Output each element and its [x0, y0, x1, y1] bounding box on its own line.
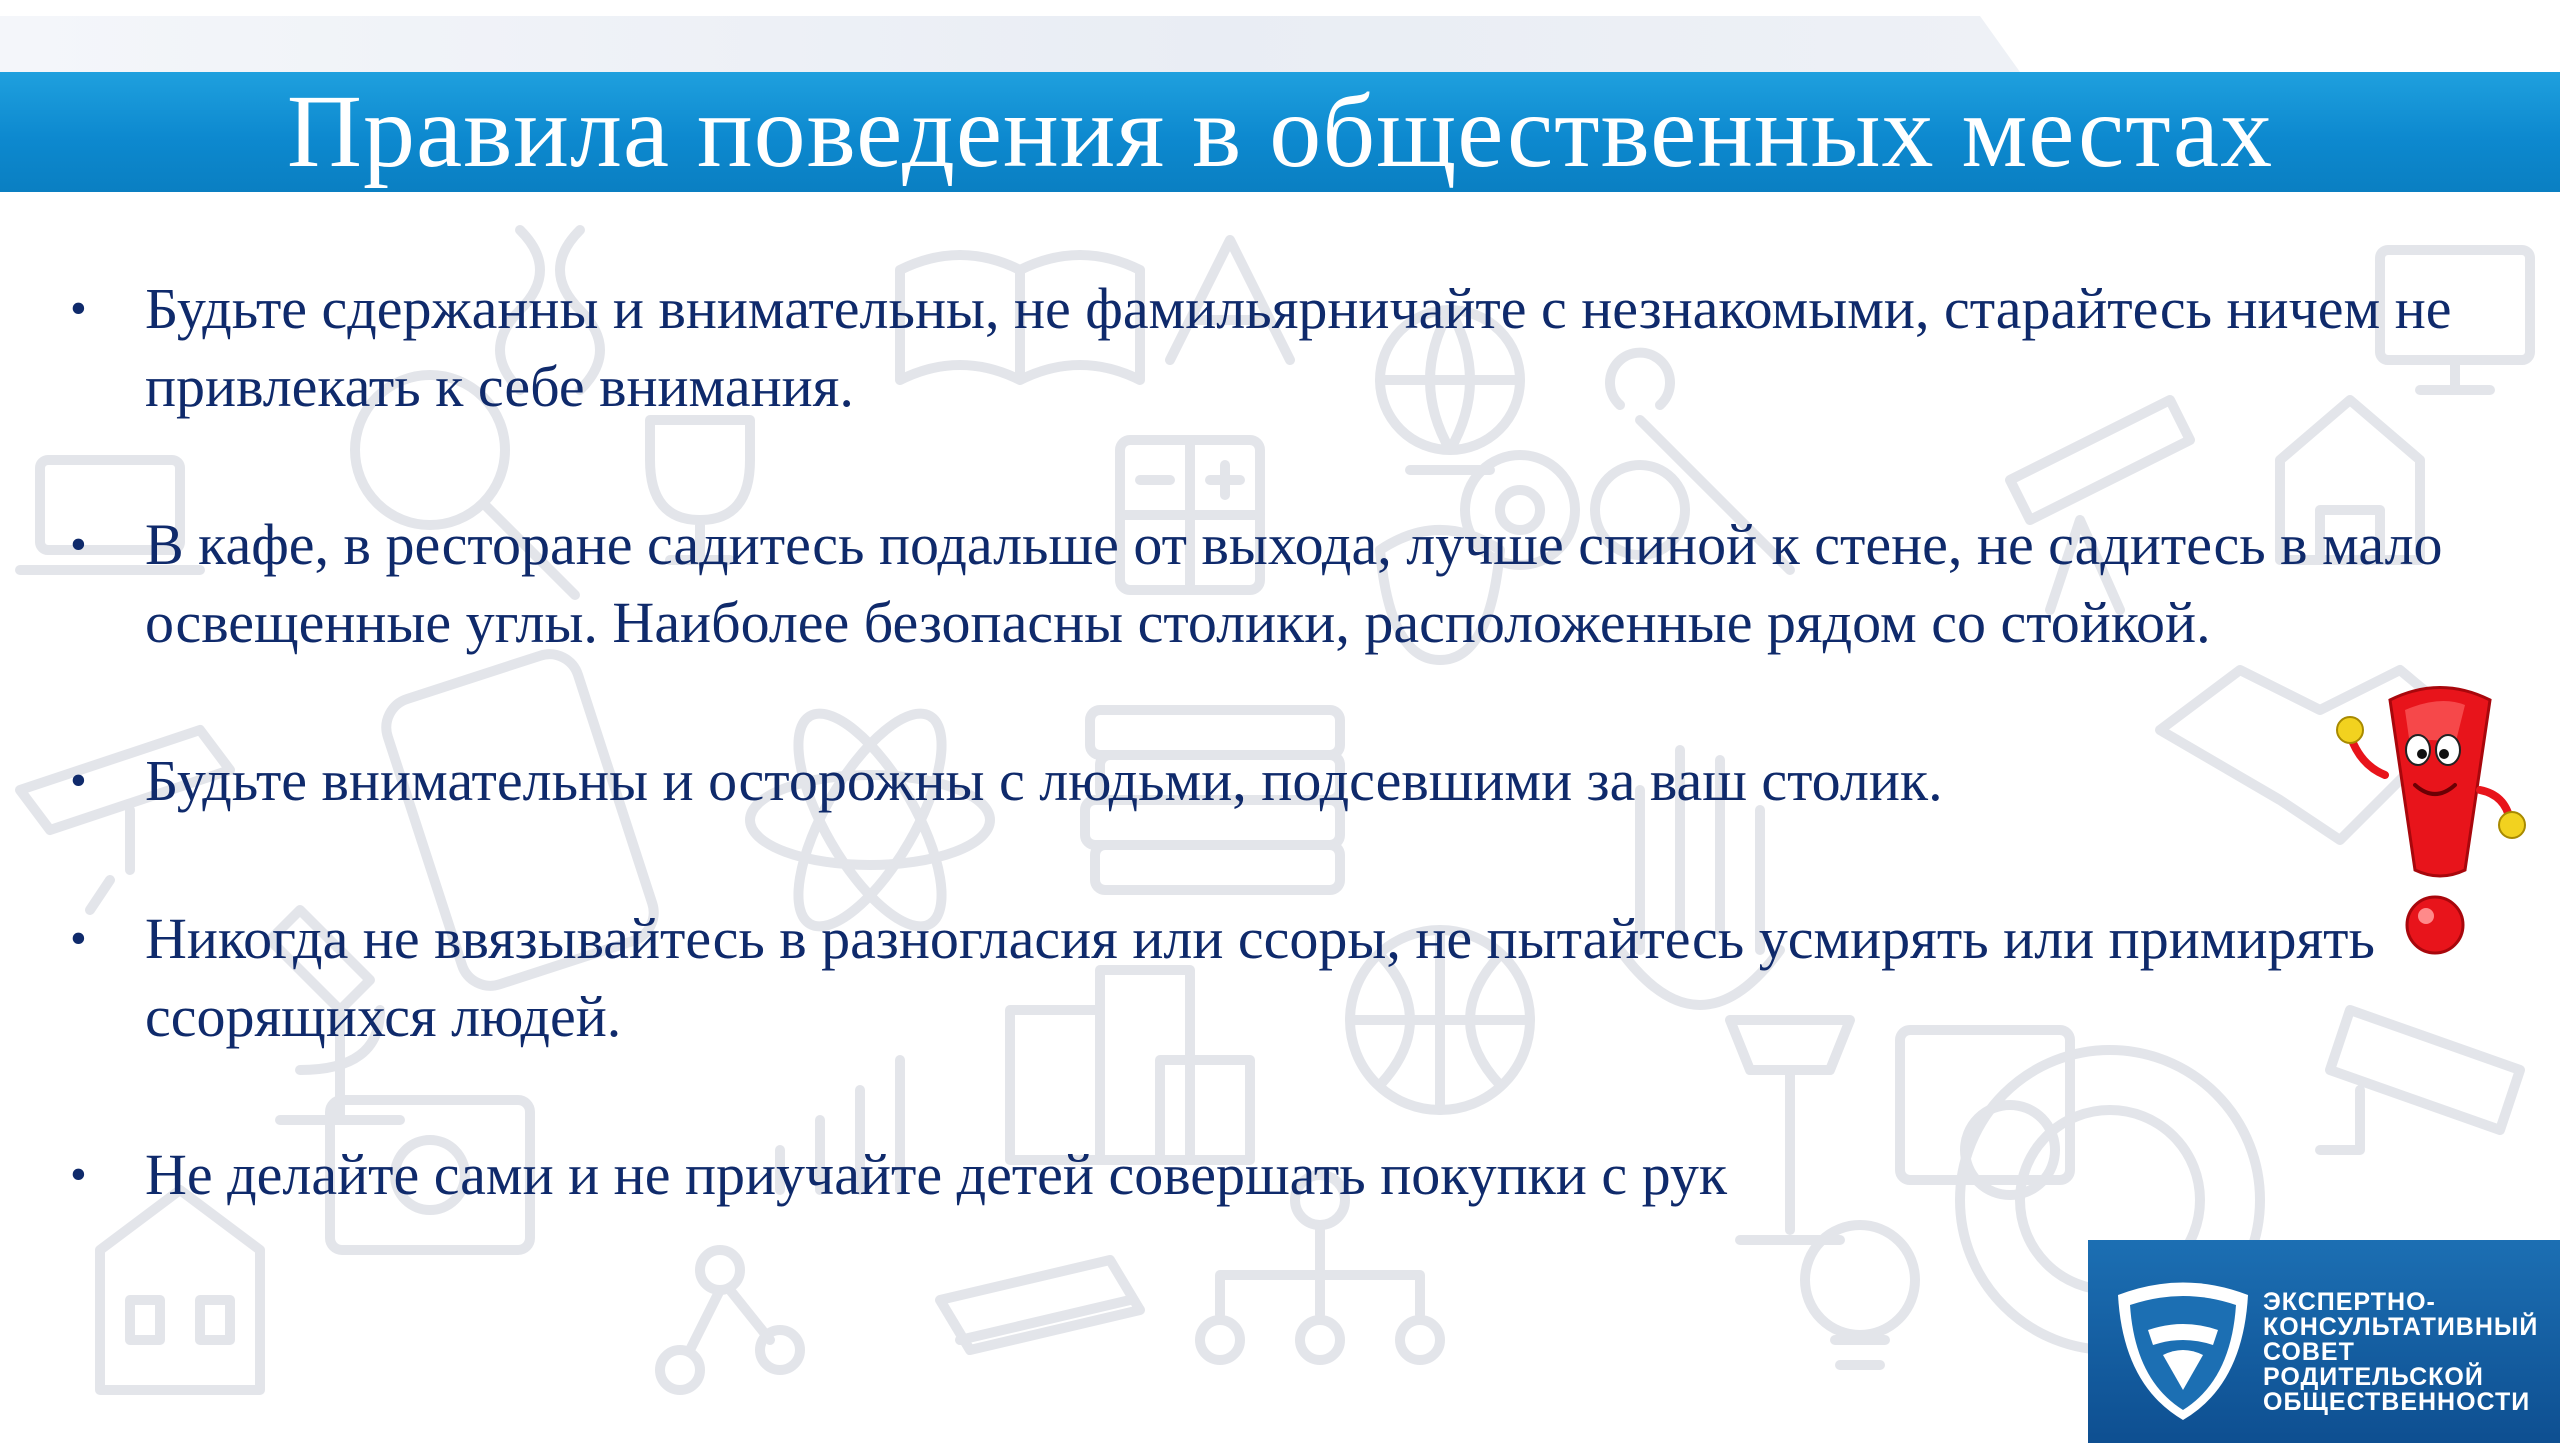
top-decor-strip — [0, 16, 2020, 72]
bullet-marker: • — [70, 1148, 87, 1201]
rule-item — [60, 900, 2500, 1056]
graduation-book-icon — [940, 1260, 1140, 1350]
bullet-marker: • — [70, 282, 87, 335]
exclamation-mascot-icon — [2330, 680, 2530, 960]
molecule-icon — [660, 1250, 800, 1390]
rules-list — [60, 270, 2500, 1214]
rule-text: Не делайте сами и не приучайте детей совершать покупки с рук — [145, 1142, 1728, 1207]
rule-item — [60, 1136, 2500, 1214]
logo-line: ОБЩЕСТВЕННОСТИ — [2263, 1388, 2531, 1416]
logo-line: ЭКСПЕРТНО- — [2263, 1288, 2436, 1316]
council-logo — [2088, 1240, 2560, 1443]
lightbulb-icon — [1805, 1225, 1915, 1365]
logo-line: КОНСУЛЬТАТИВНЫЙ — [2263, 1313, 2539, 1341]
rule-item — [60, 742, 2500, 820]
bullet-marker: • — [70, 754, 87, 807]
rule-text: Никогда не ввязывайтесь в разногласия или ссоры, не пытайтесь усмирять или примирять ссорящихся людей. — [145, 906, 2375, 1049]
logo-line: СОВЕТ — [2263, 1338, 2355, 1366]
title-bar — [0, 72, 2560, 192]
bullet-marker: • — [70, 518, 87, 571]
bullet-marker: • — [70, 912, 87, 965]
council-logo-text — [2263, 1290, 2538, 1415]
rule-text: Будьте внимательны и осторожны с людьми, подсевшими за ваш столик. — [145, 748, 1943, 813]
page-title: Правила поведения в общественных местах — [286, 74, 2274, 189]
rule-text: В кафе, в ресторане садитесь подальше от выхода, лучше спиной к стене, не садитесь в мало освещенные углы. Наиболее безопасны столики, расположенные рядом со стойкой. — [145, 512, 2443, 655]
rule-item — [60, 270, 2500, 426]
rule-text: Будьте сдержанны и внимательны, не фамильярничайте с незнакомыми, старайтесь ничем не привлекать к себе внимания. — [145, 276, 2452, 419]
rule-item — [60, 506, 2500, 662]
shield-emblem-icon — [2108, 1275, 2258, 1425]
logo-line: РОДИТЕЛЬСКОЙ — [2263, 1363, 2484, 1391]
